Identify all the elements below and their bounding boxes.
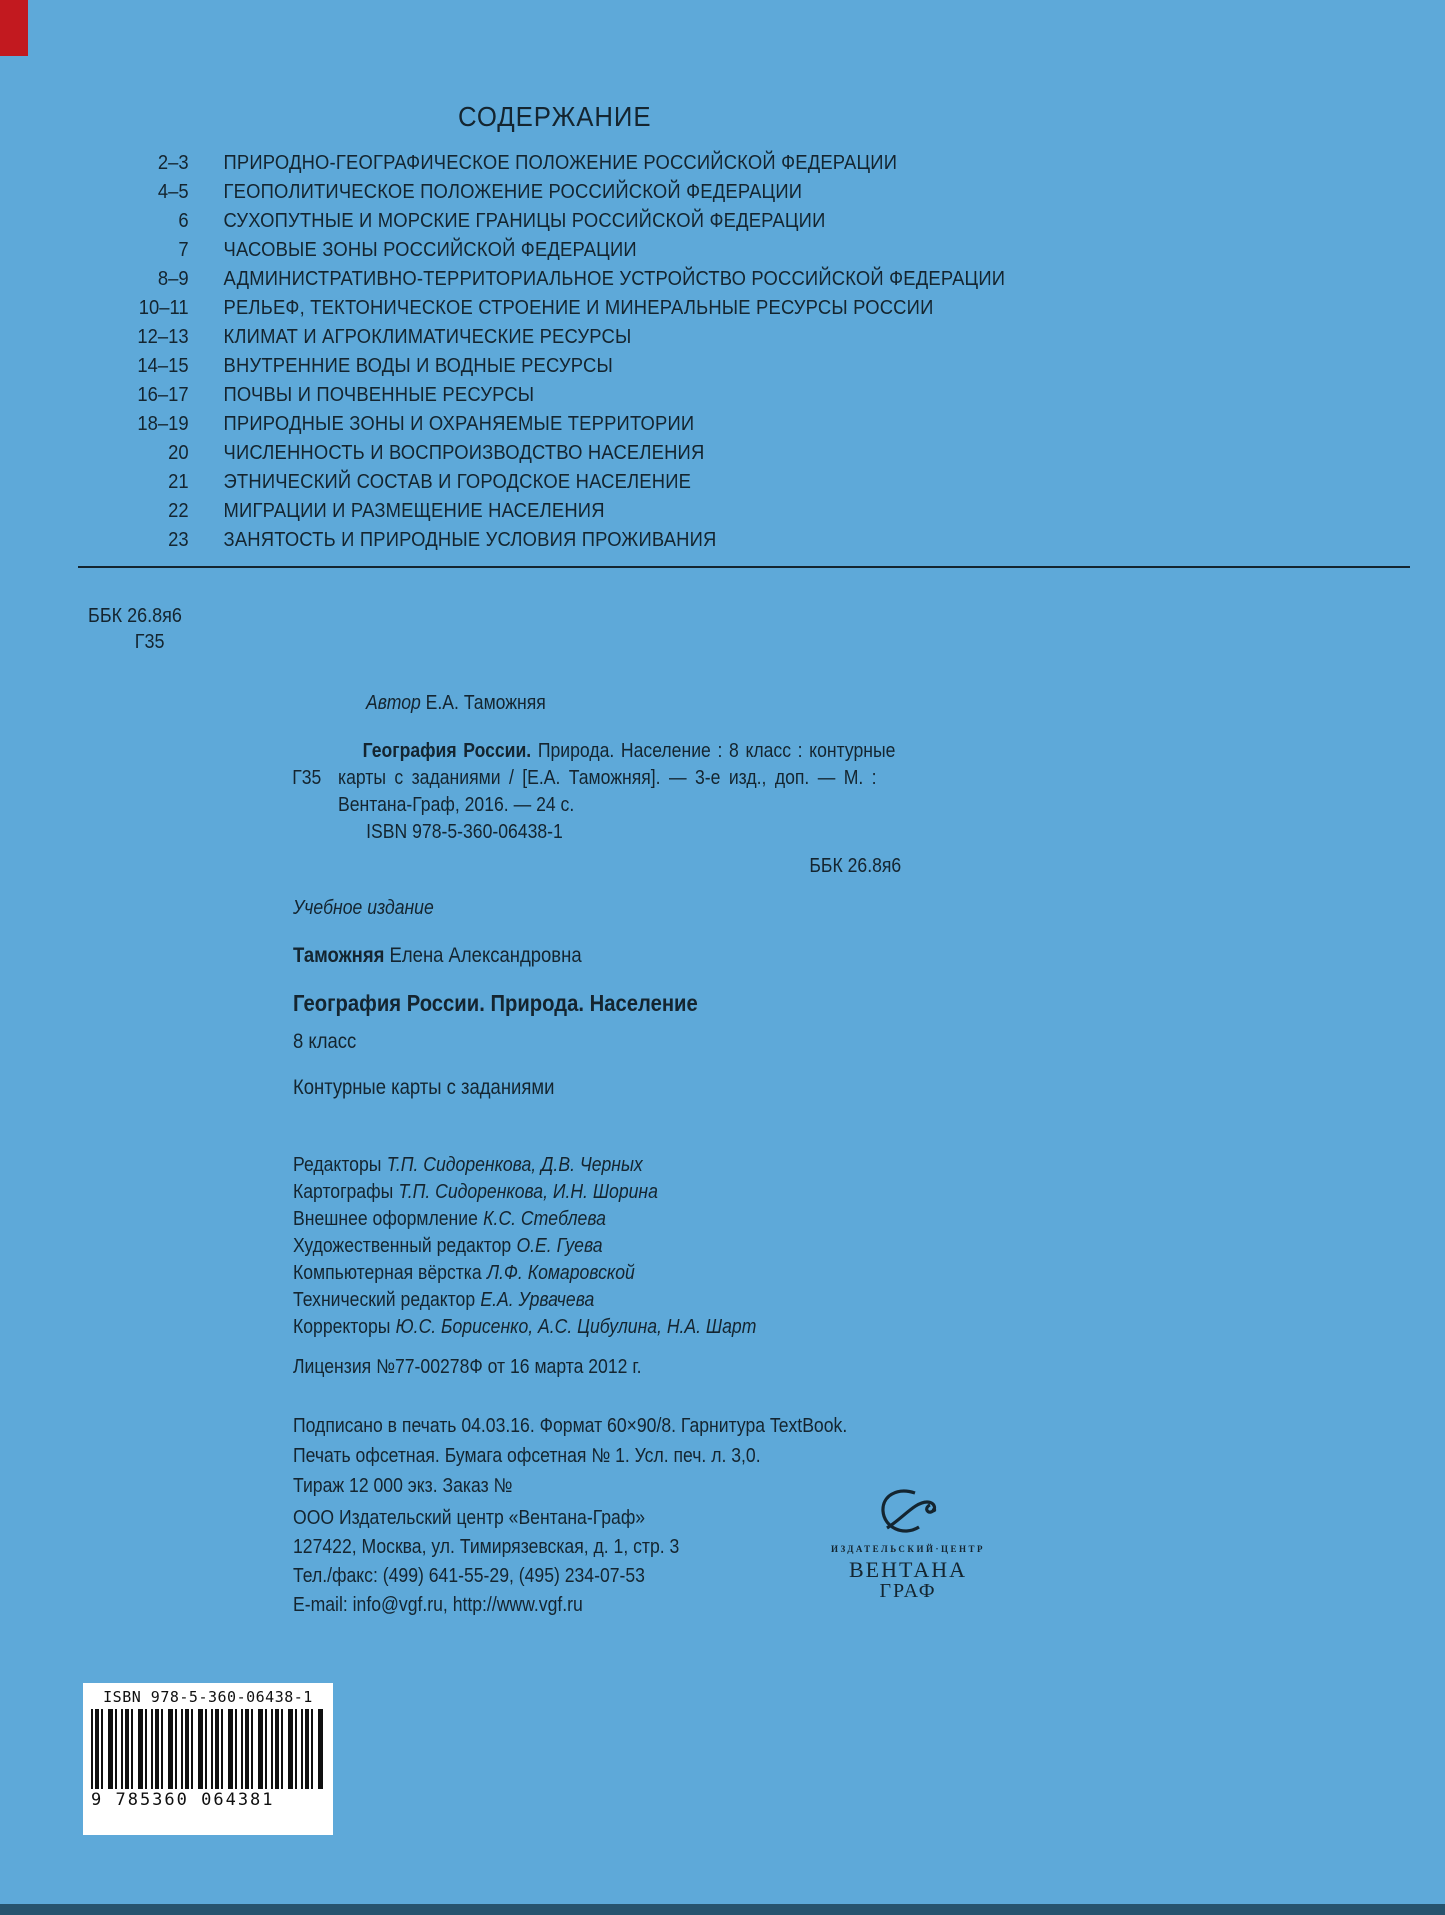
toc-pages: 2–3 <box>157 152 189 174</box>
toc-row <box>80 236 1029 265</box>
logo-name-line1: ВЕНТАНА <box>848 1557 967 1582</box>
book-subtitle: Контурные карты с заданиями <box>293 1076 555 1099</box>
barcode-digits: 9 785360 064381 <box>91 1789 325 1810</box>
print-info-line: Печать офсетная. Бумага офсетная № 1. Усл. печ. л. 3,0. <box>293 1445 761 1467</box>
staff-role: Технический редактор <box>293 1289 476 1311</box>
toc-item-title: ПРИРОДНО-ГЕОГРАФИЧЕСКОЕ ПОЛОЖЕНИЕ РОССИЙСКОЙ ФЕДЕРАЦИИ <box>223 152 898 174</box>
table-of-contents <box>80 100 1029 555</box>
toc-row <box>80 265 1029 294</box>
toc-row <box>80 178 1029 207</box>
isbn-barcode <box>83 1683 333 1835</box>
bbk-code: ББК 26.8я6 <box>88 605 182 627</box>
edition-note: Учебное издание <box>293 897 434 919</box>
license-line: Лицензия №77-00278Ф от 16 марта 2012 г. <box>293 1356 642 1378</box>
toc-item-title: РЕЛЬЕФ, ТЕКТОНИЧЕСКОЕ СТРОЕНИЕ И МИНЕРАЛЬНЫЕ РЕСУРСЫ РОССИИ <box>223 297 934 319</box>
catalog-card-index: Г35 <box>292 767 322 789</box>
toc-item-title: ЧАСОВЫЕ ЗОНЫ РОССИЙСКОЙ ФЕДЕРАЦИИ <box>223 239 637 261</box>
catalog-card-line1 <box>338 738 910 765</box>
toc-row <box>80 149 1029 178</box>
toc-row <box>80 410 1029 439</box>
toc-item-title: ЗАНЯТОСТЬ И ПРИРОДНЫЕ УСЛОВИЯ ПРОЖИВАНИЯ <box>223 529 717 551</box>
publisher-logo <box>808 1486 1008 1602</box>
staff-row <box>293 1233 756 1260</box>
ventana-graf-monogram-icon <box>808 1486 1008 1542</box>
toc-pages: 18–19 <box>137 413 189 435</box>
toc-pages: 10–11 <box>138 297 189 319</box>
toc-row <box>80 294 1029 323</box>
print-info-line: Подписано в печать 04.03.16. Формат 60×90/8. Гарнитура TextBook. <box>293 1415 848 1437</box>
toc-pages: 7 <box>178 239 189 261</box>
logo-tagline: ИЗДАТЕЛЬСКИЙ·ЦЕНТР <box>831 1544 985 1554</box>
toc-pages: 12–13 <box>137 326 189 348</box>
staff-row <box>293 1287 756 1314</box>
toc-pages: 4–5 <box>157 181 189 203</box>
staff-names: К.С. Стеблева <box>483 1208 606 1230</box>
staff-role: Художественный редактор <box>293 1235 512 1257</box>
author-name: Е.А. Таможняя <box>425 692 546 714</box>
page-corner-accent <box>0 0 28 56</box>
toc-row <box>80 468 1029 497</box>
toc-item-title: ГЕОПОЛИТИЧЕСКОЕ ПОЛОЖЕНИЕ РОССИЙСКОЙ ФЕДЕРАЦИИ <box>223 181 803 203</box>
toc-pages: 21 <box>168 471 189 493</box>
catalog-card-isbn: ISBN 978-5-360-06438-1 <box>366 821 563 843</box>
print-info <box>293 1411 847 1501</box>
author-given-names: Елена Александровна <box>389 944 582 967</box>
catalog-card <box>292 738 910 880</box>
barcode-isbn-text: ISBN 978-5-360-06438-1 <box>103 1688 313 1706</box>
staff-names: Т.П. Сидоренкова, И.Н. Шорина <box>398 1181 658 1203</box>
toc-item-title: ЭТНИЧЕСКИЙ СОСТАВ И ГОРОДСКОЕ НАСЕЛЕНИЕ <box>223 471 692 493</box>
bbk-index-block <box>88 603 182 655</box>
staff-role: Редакторы <box>293 1154 382 1176</box>
toc-pages: 8–9 <box>157 268 189 290</box>
horizontal-divider <box>78 566 1410 568</box>
catalog-card-bbk: ББК 26.8я6 <box>809 855 902 877</box>
book-title: География России. Природа. Население <box>293 990 698 1016</box>
footer-strip <box>0 1904 1445 1915</box>
staff-role: Корректоры <box>293 1316 391 1338</box>
catalog-card-title: География России. <box>362 740 532 762</box>
catalog-card-line1-rest: Природа. Население : 8 класс : контурные <box>537 740 896 762</box>
toc-pages: 16–17 <box>137 384 189 406</box>
print-info-line: Тираж 12 000 экз. Заказ № <box>293 1475 513 1497</box>
toc-item-title: ПРИРОДНЫЕ ЗОНЫ И ОХРАНЯЕМЫЕ ТЕРРИТОРИИ <box>223 413 695 435</box>
author-line <box>366 692 546 715</box>
publisher-address: 127422, Москва, ул. Тимирязевская, д. 1, стр. 3 <box>293 1536 680 1558</box>
toc-pages: 14–15 <box>137 355 189 377</box>
toc-item-title: ВНУТРЕННИЕ ВОДЫ И ВОДНЫЕ РЕСУРСЫ <box>223 355 613 377</box>
staff-names: Е.А. Урвачева <box>480 1289 595 1311</box>
staff-role: Картографы <box>293 1181 394 1203</box>
staff-row <box>293 1152 756 1179</box>
staff-names: Л.Ф. Комаровской <box>486 1262 635 1284</box>
toc-pages: 22 <box>168 500 189 522</box>
author-surname: Таможняя <box>293 944 385 967</box>
publisher-block <box>293 1504 679 1620</box>
bbk-author-sign: Г35 <box>134 631 165 653</box>
staff-row <box>293 1260 756 1287</box>
toc-pages: 23 <box>168 529 189 551</box>
toc-item-title: КЛИМАТ И АГРОКЛИМАТИЧЕСКИЕ РЕСУРСЫ <box>223 326 632 348</box>
staff-role: Компьютерная вёрстка <box>293 1262 482 1284</box>
toc-row <box>80 439 1029 468</box>
grade-line: 8 класс <box>293 1030 357 1053</box>
staff-names: Т.П. Сидоренкова, Д.В. Черных <box>386 1154 643 1176</box>
toc-item-title: МИГРАЦИИ И РАЗМЕЩЕНИЕ НАСЕЛЕНИЯ <box>223 500 605 522</box>
toc-row <box>80 323 1029 352</box>
staff-credits <box>293 1152 756 1341</box>
toc-item-title: ПОЧВЫ И ПОЧВЕННЫЕ РЕСУРСЫ <box>223 384 535 406</box>
publisher-phone: Тел./факс: (499) 641-55-29, (495) 234-07-53 <box>293 1565 645 1587</box>
publisher-email: E-mail: info@vgf.ru, http://www.vgf.ru <box>293 1594 583 1616</box>
author-full-name <box>293 944 582 968</box>
toc-row <box>80 352 1029 381</box>
toc-row <box>80 207 1029 236</box>
toc-row <box>80 381 1029 410</box>
author-label: Автор <box>366 692 421 714</box>
toc-item-title: АДМИНИСТРАТИВНО-ТЕРРИТОРИАЛЬНОЕ УСТРОЙСТВО РОССИЙСКОЙ ФЕДЕРАЦИИ <box>223 268 1006 290</box>
catalog-card-line3: Вентана-Граф, 2016. — 24 с. <box>338 794 575 816</box>
staff-row <box>293 1314 756 1341</box>
toc-heading: СОДЕРЖАНИЕ <box>457 101 652 132</box>
staff-row <box>293 1206 756 1233</box>
catalog-card-line2: карты с заданиями / [Е.А. Таможняя]. — 3-е изд., доп. — М. : <box>338 767 877 789</box>
toc-pages: 6 <box>178 210 189 232</box>
staff-role: Внешнее оформление <box>293 1208 478 1230</box>
publisher-name: ООО Издательский центр «Вентана-Граф» <box>293 1507 646 1529</box>
toc-item-title: ЧИСЛЕННОСТЬ И ВОСПРОИЗВОДСТВО НАСЕЛЕНИЯ <box>223 442 705 464</box>
toc-row <box>80 526 1029 555</box>
toc-item-title: СУХОПУТНЫЕ И МОРСКИЕ ГРАНИЦЫ РОССИЙСКОЙ ФЕДЕРАЦИИ <box>223 210 826 232</box>
staff-row <box>293 1179 756 1206</box>
staff-names: Ю.С. Борисенко, А.С. Цибулина, Н.А. Шарт <box>395 1316 757 1338</box>
staff-names: О.Е. Гуева <box>516 1235 603 1257</box>
logo-name-line2: ГРАФ <box>879 1580 937 1602</box>
toc-pages: 20 <box>168 442 189 464</box>
toc-row <box>80 497 1029 526</box>
